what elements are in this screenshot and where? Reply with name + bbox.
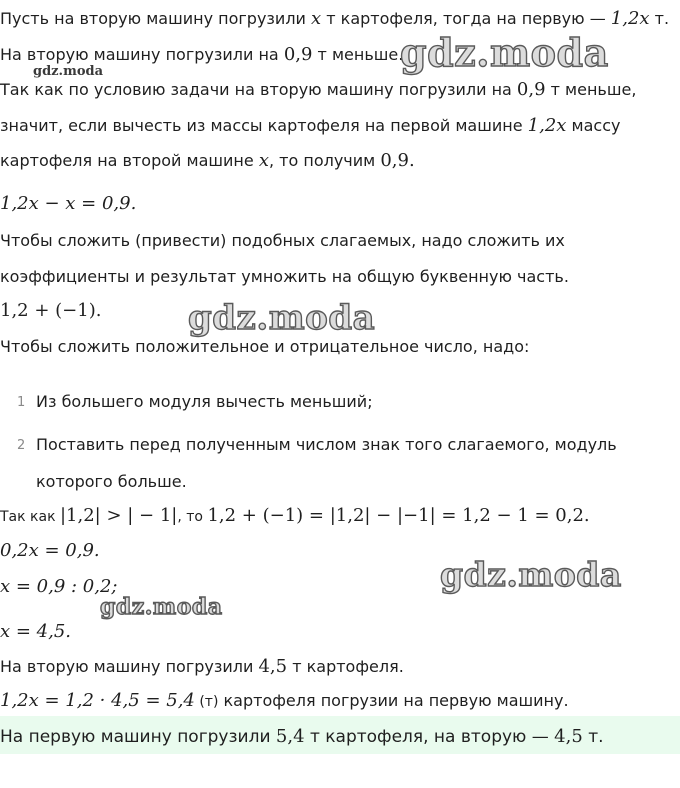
text-line-2: На вторую машину погрузили на 0,9 т меньше. [0,44,404,65]
answer-text: На первую машину погрузили 5,4 т картофеля, на вторую — 4,5 т. [0,726,604,747]
text-line-5: картофеля на второй машине x, то получим 0,9. [0,150,415,171]
equation-1: 1,2x − x = 0,9. [0,193,137,214]
watermark-logo: gdz.moda [440,555,622,594]
list-item-text: Из большего модуля вычесть меньший; [36,392,373,411]
text-line-8: коэффициенты и результат умножить на общую буквенную часть. [0,267,569,286]
text-line-4: значит, если вычесть из массы картофеля на первой машине 1,2x массу [0,115,621,136]
list-number: 2 [17,438,26,453]
equation-5: x = 4,5. [0,621,72,642]
text-line-7: Чтобы сложить (привести) подобных слагаемых, надо сложить их [0,231,565,250]
list-number: 1 [17,395,26,410]
text-line-1: Пусть на вторую машину погрузили x т картофеля, тогда на первую — 1,2x т. [0,8,670,29]
text-line-10: Чтобы сложить положительное и отрицательное число, надо: [0,337,530,356]
text-line-14: Так как |1,2| > | − 1|, то 1,2 + (−1) = |1,2| − |−1| = 1,2 − 1 = 0,2. [0,505,590,526]
text-line-3: Так как по условию задачи на вторую машину погрузили на 0,9 т меньше, [0,79,637,100]
watermark-logo-small: gdz.moda [33,64,104,79]
equation-3: 0,2x = 0,9. [0,540,100,561]
watermark-logo: gdz.moda [400,30,609,75]
equation-4: x = 0,9 : 0,2; [0,576,118,597]
watermark-logo: gdz.moda [100,594,223,620]
text-line-19: 1,2x = 1,2 · 4,5 = 5,4 (т) картофеля погрузии на первую машину. [0,690,569,711]
list-item-text-continued: которого больше. [36,472,187,491]
watermark-logo: gdz.moda [188,298,376,338]
equation-2: 1,2 + (−1). [0,300,102,321]
text-line-18: На вторую машину погрузили 4,5 т картофеля. [0,656,404,677]
list-item-text: Поставить перед полученным числом знак того слагаемого, модуль [36,435,617,454]
